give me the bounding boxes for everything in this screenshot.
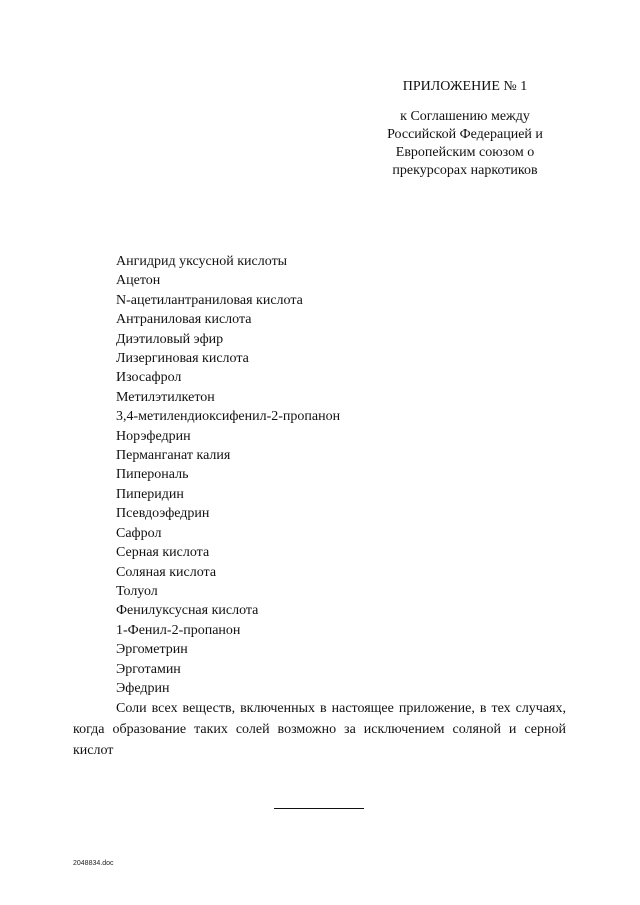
salts-note-paragraph: Соли всех веществ, включенных в настоящее приложение, в тех случаях, когда образование таких солей возможно за исключением соляной и серной кислот [73,701,566,758]
substance-item: Эфедрин [116,680,170,696]
substance-item: Сафрол [116,525,162,541]
appendix-subtitle-line: Европейским союзом о [395,145,535,160]
appendix-subtitle-line: прекурсорах наркотиков [392,163,538,178]
substance-item: Метилэтилкетон [116,389,215,405]
substance-item: 1-Фенил-2-пропанон [116,622,241,638]
substance-item: Перманганат калия [116,448,231,464]
substance-item: 3,4-метилендиоксифенил-2-пропанон [116,409,341,425]
substance-item: Эрготамин [116,661,181,677]
substance-item: Пиперональ [116,467,189,483]
substance-item: N-ацетилантраниловая кислота [116,292,303,308]
substance-item: Диэтиловый эфир [116,331,224,347]
closing-separator-line [274,808,364,809]
substance-item: Серная кислота [116,545,210,561]
substance-item: Норэфедрин [116,428,191,444]
substance-item: Антраниловая кислота [116,312,252,328]
substance-item: Изосафрол [116,370,182,386]
appendix-header [360,78,570,180]
footer-doc-id: 2048834.doc [73,860,114,867]
substance-item: Соляная кислота [116,564,217,580]
substance-item: Пиперидин [116,486,184,502]
substance-list [116,252,340,698]
appendix-subtitle-line: Российской Федерацией и [387,127,543,142]
substance-item: Фенилуксусная кислота [116,603,259,619]
substance-item: Ангидрид уксусной кислоты [116,254,288,269]
appendix-title: ПРИЛОЖЕНИЕ № 1 [402,79,528,94]
substance-item: Эргометрин [116,642,188,658]
substance-item: Псевдоэфедрин [116,506,210,522]
appendix-subtitle [360,108,570,180]
substance-item: Лизергиновая кислота [116,351,249,367]
appendix-subtitle-line: к Соглашению между [400,109,530,124]
substance-item: Ацетон [116,273,161,289]
substance-item: Толуол [116,583,158,599]
